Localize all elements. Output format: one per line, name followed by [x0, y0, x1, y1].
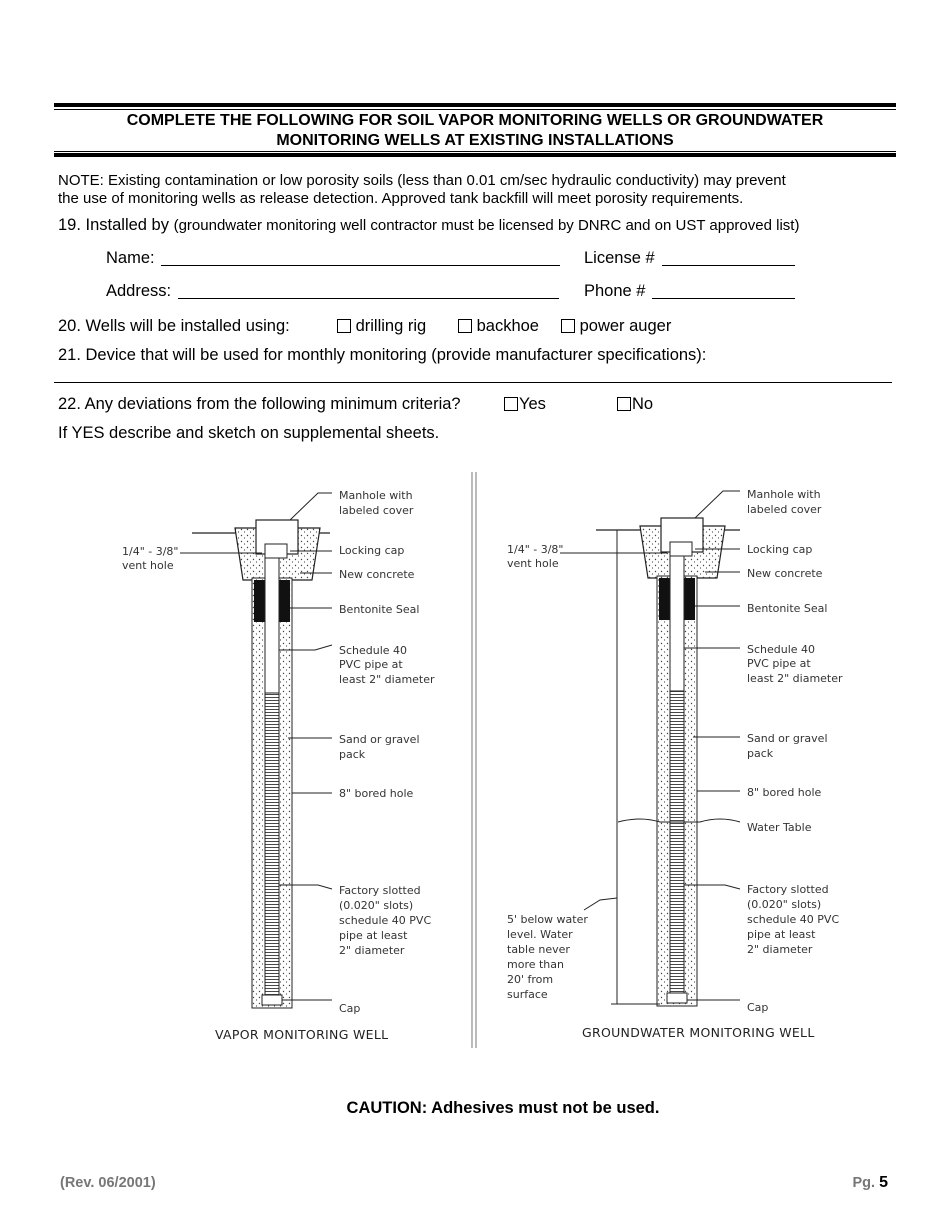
gw-label-slot-5: 2" diameter — [747, 943, 813, 956]
vapor-well-drawing — [180, 493, 332, 1008]
caution-note: CAUTION: Adhesives must not be used. — [346, 1099, 660, 1117]
vapor-well-title: VAPOR MONITORING WELL — [215, 1027, 389, 1042]
vapor-label-slot-4: pipe at least — [339, 929, 408, 942]
gw-label-depth-3: table never — [507, 943, 570, 956]
vapor-bentonite-left — [254, 580, 265, 622]
vapor-label-pvc-1: Schedule 40 — [339, 644, 408, 657]
vapor-label-slot-3: schedule 40 PVC — [339, 914, 432, 927]
gw-label-depth-2: level. Water — [507, 928, 573, 941]
no-label: No — [632, 395, 654, 413]
gw-locking-cap-shape — [670, 542, 692, 556]
gw-bentonite-left — [659, 578, 670, 620]
gw-label-slot-2: (0.020" slots) — [747, 898, 822, 911]
license-label: License # — [584, 249, 655, 267]
gw-label-pvc-3: least 2" diameter — [747, 672, 843, 685]
gw-label-bentonite: Bentonite Seal — [747, 602, 828, 615]
vapor-label-bentonite: Bentonite Seal — [339, 603, 420, 616]
vapor-label-slot-1: Factory slotted — [339, 884, 421, 897]
vapor-label-slot-5: 2" diameter — [339, 944, 405, 957]
gw-label-pvc-2: PVC pipe at — [747, 657, 811, 670]
vapor-slotted-screen — [265, 693, 279, 995]
gw-label-sand-1: Sand or gravel — [747, 732, 828, 745]
gw-label-sand-2: pack — [747, 747, 774, 760]
gw-riser-pipe — [670, 556, 684, 691]
gw-leader-depth — [584, 898, 617, 910]
gw-leader-manhole — [695, 491, 740, 518]
vapor-label-pvc-2: PVC pipe at — [339, 658, 403, 671]
q22-instruction: If YES describe and sketch on supplemental sheets. — [58, 424, 440, 442]
name-label: Name: — [106, 249, 155, 267]
gw-label-cap: Cap — [747, 1001, 769, 1014]
phone-label: Phone # — [584, 282, 646, 300]
vapor-end-cap — [262, 995, 282, 1005]
section-title-line1: COMPLETE THE FOLLOWING FOR SOIL VAPOR MONITORING WELLS OR GROUNDWATER — [126, 112, 824, 129]
gw-label-depth-6: surface — [507, 988, 548, 1001]
q22-label: 22. Any deviations from the following minimum criteria? — [58, 395, 461, 413]
gw-label-manhole-2: labeled cover — [747, 503, 822, 516]
page-prefix: Pg. — [852, 1175, 876, 1191]
vapor-label-vent-2: vent hole — [122, 559, 174, 572]
vapor-label-sand-2: pack — [339, 748, 366, 761]
vapor-label-cap: Cap — [339, 1002, 361, 1015]
gw-label-depth-5: 20' from — [507, 973, 554, 986]
gw-bentonite-right — [684, 578, 695, 620]
vapor-label-new-concrete: New concrete — [339, 568, 415, 581]
vapor-riser-pipe — [265, 558, 279, 693]
vapor-label-sand-1: Sand or gravel — [339, 733, 420, 746]
gw-label-new-concrete: New concrete — [747, 567, 823, 580]
address-label: Address: — [106, 282, 172, 300]
gw-end-cap — [667, 993, 687, 1003]
gw-label-slot-1: Factory slotted — [747, 883, 829, 896]
q19-label: 19. Installed by — [58, 216, 169, 234]
section-title-line2: MONITORING WELLS AT EXISTING INSTALLATIONS — [276, 132, 674, 149]
groundwater-well-title: GROUNDWATER MONITORING WELL — [582, 1025, 815, 1040]
groundwater-well-drawing — [560, 491, 740, 1006]
page-number-footer — [853, 1174, 889, 1192]
gw-label-slot-4: pipe at least — [747, 928, 816, 941]
vapor-locking-cap-shape — [265, 544, 287, 558]
gw-label-depth-1: 5' below water — [507, 913, 588, 926]
vapor-leader-manhole — [290, 493, 332, 520]
q21-label: 21. Device that will be used for monthly monitoring (provide manufacturer specifications): — [58, 346, 707, 364]
gw-label-depth-4: more than — [507, 958, 564, 971]
vapor-bentonite-right — [279, 580, 290, 622]
vapor-label-bored-hole: 8" bored hole — [339, 787, 414, 800]
page-number: 5 — [879, 1174, 888, 1191]
note-line2: the use of monitoring wells as release detection. Approved tank backfill will meet porosity requirements. — [58, 190, 744, 207]
gw-label-pvc-1: Schedule 40 — [747, 643, 816, 656]
q20-label: 20. Wells will be installed using: — [58, 317, 290, 335]
gw-label-vent-1: 1/4" - 3/8" — [507, 543, 564, 556]
gw-label-bored-hole: 8" bored hole — [747, 786, 822, 799]
vapor-label-manhole-1: Manhole with — [339, 489, 413, 502]
revision-footer: (Rev. 06/2001) — [60, 1175, 156, 1191]
vapor-label-locking-cap: Locking cap — [339, 544, 405, 557]
vapor-label-manhole-2: labeled cover — [339, 504, 414, 517]
gw-label-slot-3: schedule 40 PVC — [747, 913, 840, 926]
power-auger-label: power auger — [579, 317, 672, 335]
vapor-label-slot-2: (0.020" slots) — [339, 899, 414, 912]
gw-label-vent-2: vent hole — [507, 557, 559, 570]
vapor-label-vent-1: 1/4" - 3/8" — [122, 545, 179, 558]
gw-label-locking-cap: Locking cap — [747, 543, 813, 556]
q19-detail: (groundwater monitoring well contractor must be licensed by DNRC and on UST approved list) — [173, 217, 800, 234]
yes-label: Yes — [519, 395, 546, 413]
gw-slotted-screen — [670, 691, 684, 993]
vapor-label-pvc-3: least 2" diameter — [339, 673, 435, 686]
gw-label-manhole-1: Manhole with — [747, 488, 821, 501]
drilling-rig-label: drilling rig — [355, 317, 427, 335]
note-line1: NOTE: Existing contamination or low porosity soils (less than 0.01 cm/sec hydraulic conductivity) may prevent — [58, 172, 786, 189]
gw-label-water-table: Water Table — [747, 821, 812, 834]
backhoe-label: backhoe — [476, 317, 539, 335]
